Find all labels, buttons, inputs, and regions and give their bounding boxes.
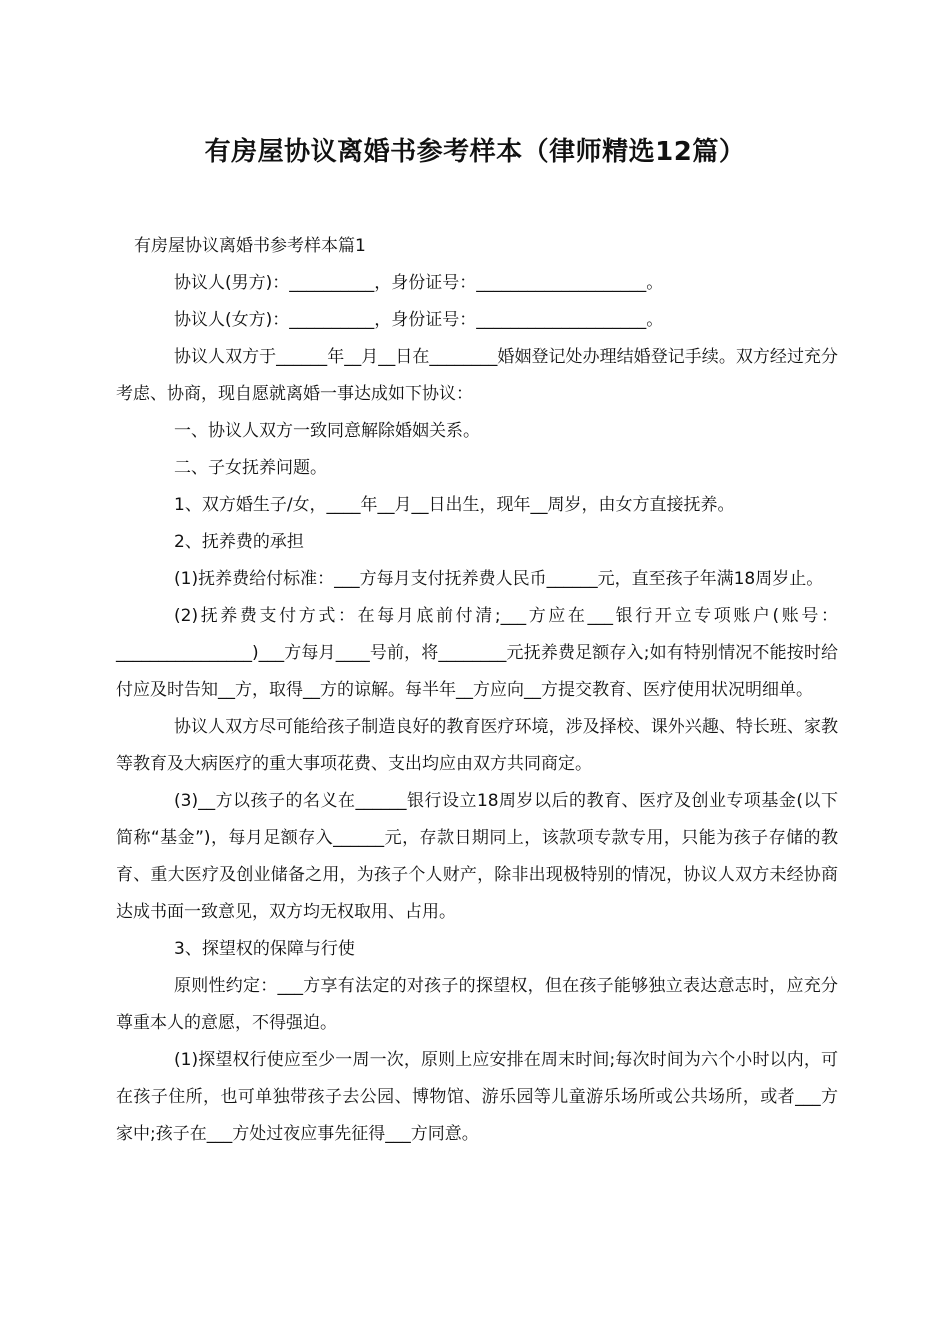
document-title: 有房屋协议离婚书参考样本（律师精选12篇）: [204, 137, 746, 167]
paragraph: 1、双方婚生子/女，____年__月__日出生，现年__周岁，由女方直接抚养。: [174, 495, 735, 515]
party-female-line: 协议人(女方)：__________，身份证号：____________________。: [174, 310, 664, 330]
paragraph: 一、协议人双方一致同意解除婚姻关系。: [174, 421, 480, 441]
paragraph: (3)__方以孩子的名义在______银行设立18周岁以后的教育、医疗及创业专项基金(以下简称“基金”)，每月足额存入______元，存款日期同上，该款项专款专用，只能为孩子存储的教育、重大医疗及创业储备之用，为孩子个人财产，除非出现极特别的情况，协议人双方未经协商达成书面一致意见，双方均无权取用、占用。: [116, 791, 838, 922]
party-male-line: 协议人(男方)：__________，身份证号：____________________。: [174, 273, 664, 293]
paragraph: (1)抚养费给付标准：___方每月支付抚养费人民币______元，直至孩子年满18周岁止。: [174, 569, 824, 589]
paragraph: 3、探望权的保障与行使: [174, 939, 355, 959]
paragraph: (2)抚养费支付方式：在每月底前付清;___方应在___银行开立专项账户(账号：________________)___方每月____号前，将________元抚养费足额存入;如有特别情况不能按时给付应及时告知__方，取得__方的谅解。每半年__方应向__方提交教育、医疗使用状况明细单。: [116, 606, 838, 700]
section-heading: 有房屋协议离婚书参考样本篇1: [134, 236, 366, 256]
paragraph: 二、子女抚养问题。: [174, 458, 327, 478]
document-body: [116, 228, 838, 1153]
paragraph: 协议人双方尽可能给孩子制造良好的教育医疗环境，涉及择校、课外兴趣、特长班、家教等教育及大病医疗的重大事项花费、支出均应由双方共同商定。: [116, 717, 838, 774]
paragraph: 2、抚养费的承担: [174, 532, 304, 552]
paragraph: 原则性约定：___方享有法定的对孩子的探望权，但在孩子能够独立表达意志时，应充分尊重本人的意愿，不得强迫。: [116, 976, 838, 1033]
paragraph: (1)探望权行使应至少一周一次，原则上应安排在周末时间;每次时间为六个小时以内，可在孩子住所，也可单独带孩子去公园、博物馆、游乐园等儿童游乐场所或公共场所，或者___方家中;孩子在___方处过夜应事先征得___方同意。: [116, 1050, 838, 1144]
paragraph: 协议人双方于______年__月__日在________婚姻登记处办理结婚登记手续。双方经过充分考虑、协商，现自愿就离婚一事达成如下协议：: [116, 347, 838, 404]
